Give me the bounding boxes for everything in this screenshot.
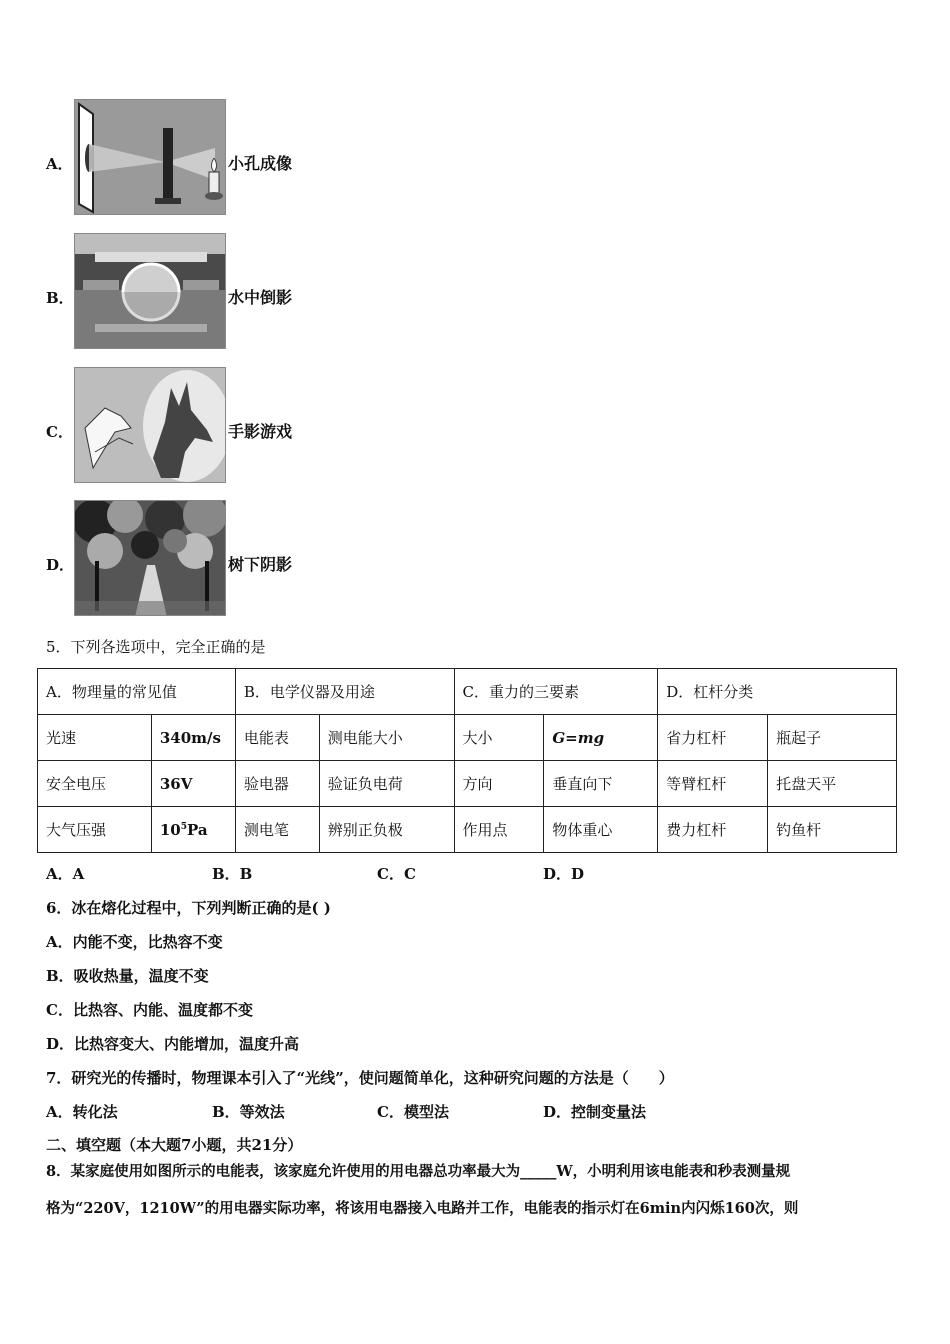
table-row [38, 807, 897, 853]
option-caption: 手影游戏 [228, 422, 293, 441]
table-cell: 36V [151, 761, 235, 807]
table-row [38, 761, 897, 807]
table-cell: 费力杠杆 [658, 807, 768, 853]
option-b[interactable]: B．吸收热量，温度不变 [46, 967, 209, 985]
tree-shadow-image [74, 500, 226, 616]
table-cell: 托盘天平 [768, 761, 897, 807]
table-header: C．重力的三要素 [454, 669, 658, 715]
table-cell: 验证负电荷 [319, 761, 454, 807]
table-cell: 方向 [454, 761, 544, 807]
question-5-stem: 5．下列各选项中，完全正确的是 [46, 638, 266, 656]
pressure-base: 10 [159, 820, 181, 839]
choice-d[interactable]: D．D [543, 865, 585, 883]
option-letter: C． [46, 423, 73, 441]
option-letter: B． [46, 289, 74, 307]
option-caption: 水中倒影 [228, 288, 293, 307]
question-7-stem: 7．研究光的传播时，物理课本引入了“光线”，使问题简单化，这种研究问题的方法是（ ） [46, 1069, 674, 1087]
option-letter: A． [46, 155, 73, 173]
table-cell: 测电笔 [235, 807, 319, 853]
table-header: B．电学仪器及用途 [235, 669, 454, 715]
pressure-exponent: 5 [180, 821, 187, 832]
table-header-row [38, 669, 897, 715]
section-heading: 二、填空题（本大题7小题，共21分） [46, 1136, 303, 1154]
bridge-reflection-image [74, 233, 226, 349]
table-row [38, 715, 897, 761]
table-cell: 瓶起子 [768, 715, 897, 761]
option-caption: 小孔成像 [228, 154, 293, 173]
table-cell: 光速 [38, 715, 152, 761]
question-5-table [37, 668, 897, 853]
hand-shadow-image [74, 367, 226, 483]
question-8-line-1: 8．某家庭使用如图所示的电能表，该家庭允许使用的用电器总功率最大为_____W，小明利用该电能表和秒表测量规 [46, 1163, 791, 1180]
table-cell [151, 807, 235, 853]
table-header: A．物理量的常见值 [38, 669, 236, 715]
table-cell: 等臂杠杆 [658, 761, 768, 807]
table-cell: 钓鱼杆 [768, 807, 897, 853]
table-cell: 省力杠杆 [658, 715, 768, 761]
question-8-line-2: 格为“220V，1210W”的用电器实际功率，将该用电器接入电路并工作，电能表的指示灯在6min内闪烁160次，则 [46, 1200, 799, 1217]
choice-b[interactable]: B．等效法 [212, 1103, 285, 1121]
table-cell: 垂直向下 [544, 761, 658, 807]
choice-c[interactable]: C．模型法 [377, 1103, 449, 1121]
option-d[interactable]: D．比热容变大、内能增加，温度升高 [46, 1035, 300, 1053]
table-cell: 大小 [454, 715, 544, 761]
choice-a[interactable]: A．转化法 [46, 1103, 118, 1121]
table-cell: 辨别正负极 [319, 807, 454, 853]
choice-a[interactable]: A．A [46, 865, 85, 883]
option-caption: 树下阴影 [228, 555, 293, 574]
choice-c[interactable]: C．C [377, 865, 416, 883]
table-cell: 340m/s [151, 715, 235, 761]
option-c[interactable]: C．比热容、内能、温度都不变 [46, 1001, 253, 1019]
table-cell: 作用点 [454, 807, 544, 853]
table-cell: 物体重心 [544, 807, 658, 853]
question-6-stem: 6．冰在熔化过程中，下列判断正确的是( ) [46, 899, 331, 917]
table-header: D．杠杆分类 [658, 669, 897, 715]
table-cell: 安全电压 [38, 761, 152, 807]
choice-d[interactable]: D．控制变量法 [543, 1103, 647, 1121]
table-cell: 测电能大小 [319, 715, 454, 761]
table-cell: 电能表 [235, 715, 319, 761]
table-cell: 验电器 [235, 761, 319, 807]
table-cell: 大气压强 [38, 807, 152, 853]
option-letter: D． [46, 556, 75, 574]
choice-b[interactable]: B．B [212, 865, 253, 883]
pressure-unit: Pa [186, 820, 208, 839]
option-a[interactable]: A．内能不变，比热容不变 [46, 933, 223, 951]
table-cell: G=mg [544, 715, 658, 761]
pinhole-camera-image [74, 99, 226, 215]
